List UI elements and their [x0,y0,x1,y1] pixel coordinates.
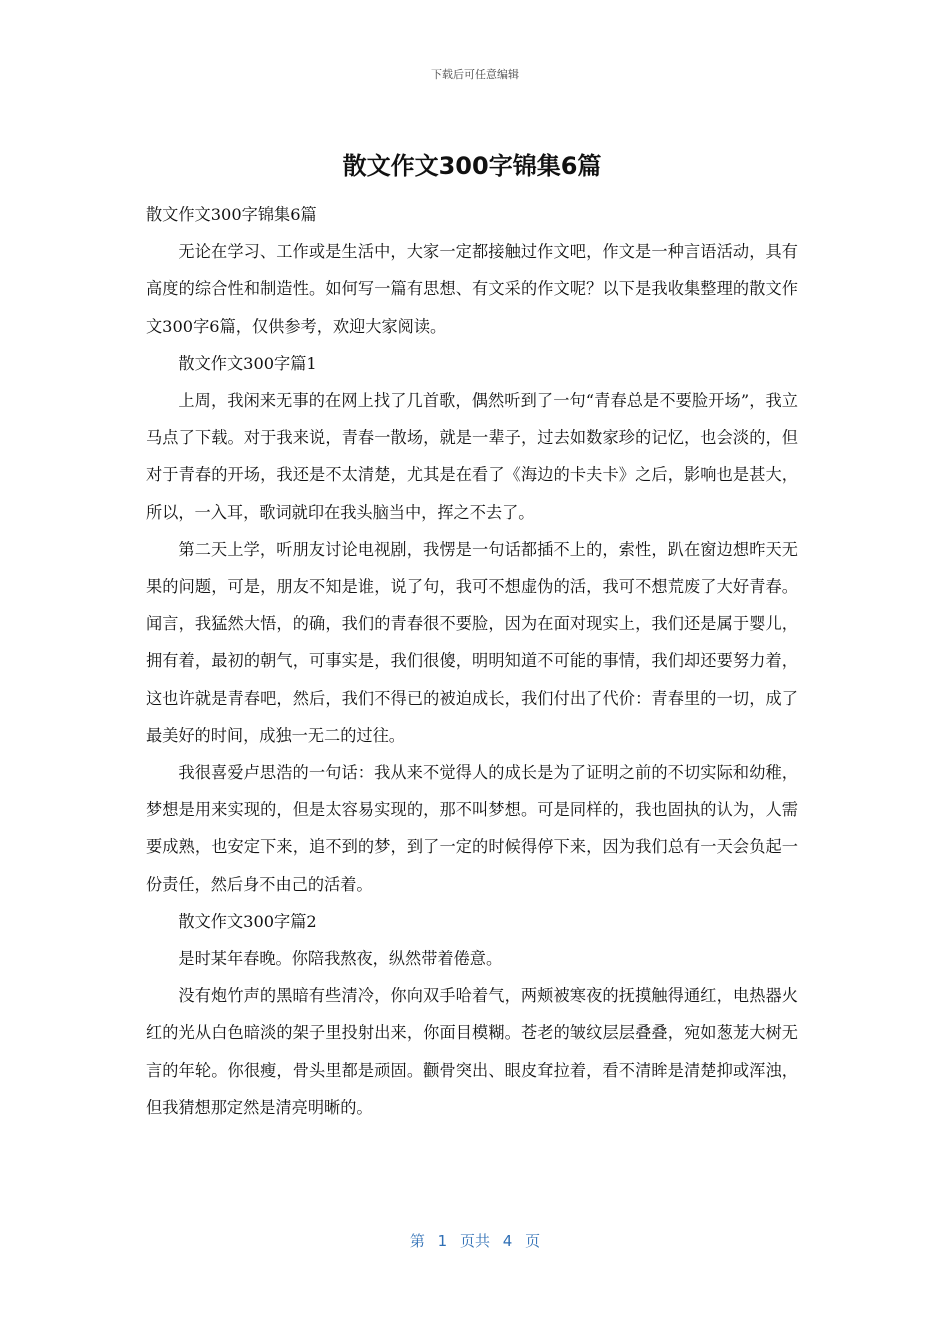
section-heading-2: 散文作文300字篇2 [178,911,317,931]
page-footer: 第 1 页共 4 页 [409,1232,541,1250]
section-heading-1: 散文作文300字篇1 [178,353,317,373]
paragraph: 上周，我闲来无事的在网上找了几首歌，偶然听到了一句“青春总是不要脸开场”，我立马点了下载。对于我来说，青春一散场，就是一辈子，过去如数家珍的记忆，也会淡的，但对于青春的开场，我还是不太清楚，尤其是在看了《海边的卡夫卡》之后，影响也是甚大，所以，一入耳，歌词就印在我头脑当中，挥之不去了。 [146,391,798,522]
document-subtitle: 散文作文300字锦集6篇 [146,205,317,224]
document-title: 散文作文300字锦集6篇 [342,152,602,180]
document-body [146,146,798,1126]
paragraph: 是时某年春晚。你陪我熬夜，纵然带着倦意。 [178,949,503,969]
paragraph: 我很喜爱卢思浩的一句话：我从来不觉得人的成长是为了证明之前的不切实际和幼稚，梦想是用来实现的，但是太容易实现的，那不叫梦想。可是同样的，我也固执的认为，人需要成熟，也安定下来，追不到的梦，到了一定的时候得停下来，因为我们总有一天会负起一份责任，然后身不由己的活着。 [146,763,798,894]
paragraph-intro: 无论在学习、工作或是生活中，大家一定都接触过作文吧，作文是一种言语活动，具有高度的综合性和制造性。如何写一篇有思想、有文采的作文呢？以下是我收集整理的散文作文300字6篇，仅供参考，欢迎大家阅读。 [146,242,798,336]
page-header: 下载后可任意编辑 [431,68,519,81]
paragraph: 第二天上学，听朋友讨论电视剧，我愣是一句话都插不上的，索性，趴在窗边想昨天无果的问题，可是，朋友不知是谁，说了句，我可不想虚伪的活，我可不想荒废了大好青春。闻言，我猛然大悟，的确，我们的青春很不要脸，因为在面对现实上，我们还是属于婴儿，拥有着，最初的朝气，可事实是，我们很傻，明明知道不可能的事情，我们却还要努力着，这也许就是青春吧，然后，我们不得已的被迫成长，我们付出了代价：青春里的一切，成了最美好的时间，成独一无二的过往。 [146,539,798,745]
paragraph: 没有炮竹声的黑暗有些清冷，你向双手哈着气，两颊被寒夜的抚摸触得通红，电热器火红的光从白色暗淡的架子里投射出来，你面目模糊。苍老的皱纹层层叠叠，宛如葱茏大树无言的年轮。你很瘦，骨头里都是顽固。颧骨突出、眼皮耷拉着，看不清眸是清楚抑或浑浊，但我猜想那定然是清亮明晰的。 [146,986,798,1117]
